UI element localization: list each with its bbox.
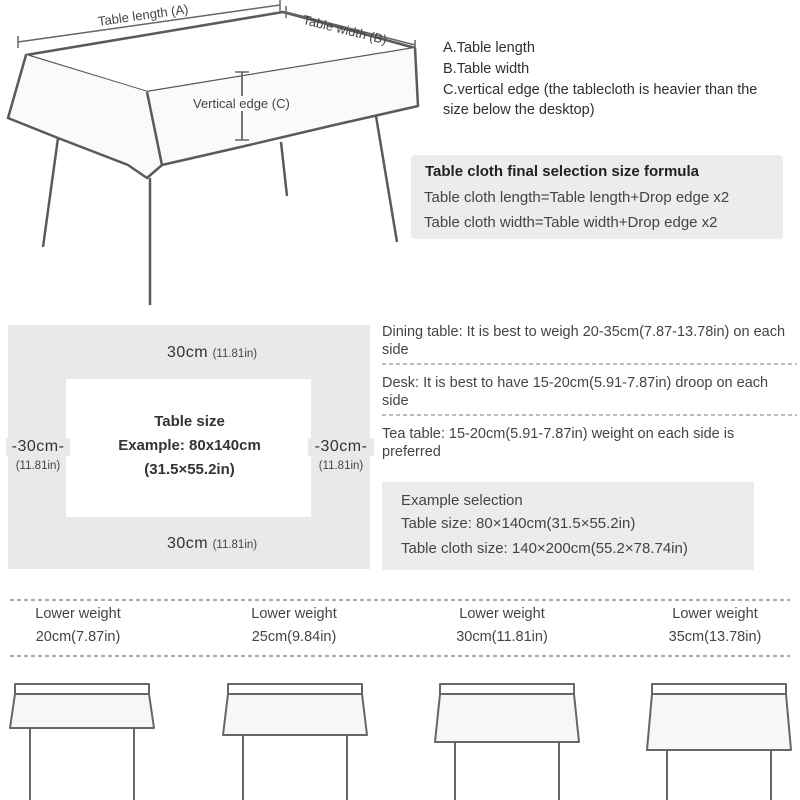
left-drop-cm: -30cm- xyxy=(6,438,70,456)
legend-c: C.vertical edge (the tablecloth is heavier than the xyxy=(443,82,758,98)
example-cloth-size: Table cloth size: 140×200cm(55.2×78.74in) xyxy=(401,540,688,557)
table-size-inch: (31.5×55.2in) xyxy=(144,461,235,478)
right-drop-in: (11.81in) xyxy=(318,460,364,472)
formula-title: Table cloth final selection size formula xyxy=(425,163,699,180)
weight-label-30: Lower weight xyxy=(459,606,545,622)
weight-value-20: 20cm(7.87in) xyxy=(35,629,121,645)
weight-value-35: 35cm(13.78in) xyxy=(668,629,762,645)
note-desk: Desk: It is best to have 15-20cm(5.91-7.87in) droop on each side xyxy=(382,375,769,409)
note-tea: Tea table: 15-20cm(5.91-7.87in) weight on each side is preferred xyxy=(382,426,735,460)
left-drop-label xyxy=(6,438,70,472)
legend-b: B.Table width xyxy=(443,61,530,77)
note-dining: Dining table: It is best to weigh 20-35cm(7.87-13.78in) on each side xyxy=(382,324,786,358)
small-table-35cm xyxy=(647,684,791,800)
label-table-width: Table width (B) xyxy=(301,12,389,48)
label-table-length: Table length (A) xyxy=(97,1,190,29)
weight-label-25: Lower weight xyxy=(251,606,337,622)
left-drop-in: (11.81in) xyxy=(15,460,61,472)
small-table-20cm xyxy=(10,684,154,800)
example-title: Example selection xyxy=(401,492,523,509)
top-drop-in: (11.81in) xyxy=(212,348,258,360)
small-table-25cm xyxy=(223,684,367,800)
weight-label-35: Lower weight xyxy=(672,606,758,622)
weight-value-30: 30cm(11.81in) xyxy=(456,629,548,645)
label-vertical-edge: Vertical edge (C) xyxy=(193,96,290,111)
legend-a: A.Table length xyxy=(443,40,535,56)
legend-c-cont: size below the desktop) xyxy=(443,102,595,118)
bottom-drop-in: (11.81in) xyxy=(212,539,258,551)
formula-length: Table cloth length=Table length+Drop edge x2 xyxy=(424,189,730,206)
bottom-drop-label xyxy=(167,535,257,553)
top-drop-label xyxy=(167,344,257,362)
table-size-example: Example: 80x140cm xyxy=(118,437,261,454)
weight-label-20: Lower weight xyxy=(35,606,121,622)
bottom-drop-cm: 30cm xyxy=(167,535,209,552)
example-table-size: Table size: 80×140cm(31.5×55.2in) xyxy=(401,515,636,532)
top-table-illustration xyxy=(8,12,418,305)
formula-width: Table cloth width=Table width+Drop edge x2 xyxy=(424,214,718,231)
right-drop-cm: -30cm- xyxy=(308,438,374,456)
table-size-title: Table size xyxy=(154,413,225,430)
small-table-30cm xyxy=(435,684,579,800)
right-drop-label xyxy=(308,438,374,472)
weight-value-25: 25cm(9.84in) xyxy=(251,629,337,645)
top-drop-cm: 30cm xyxy=(167,344,209,361)
